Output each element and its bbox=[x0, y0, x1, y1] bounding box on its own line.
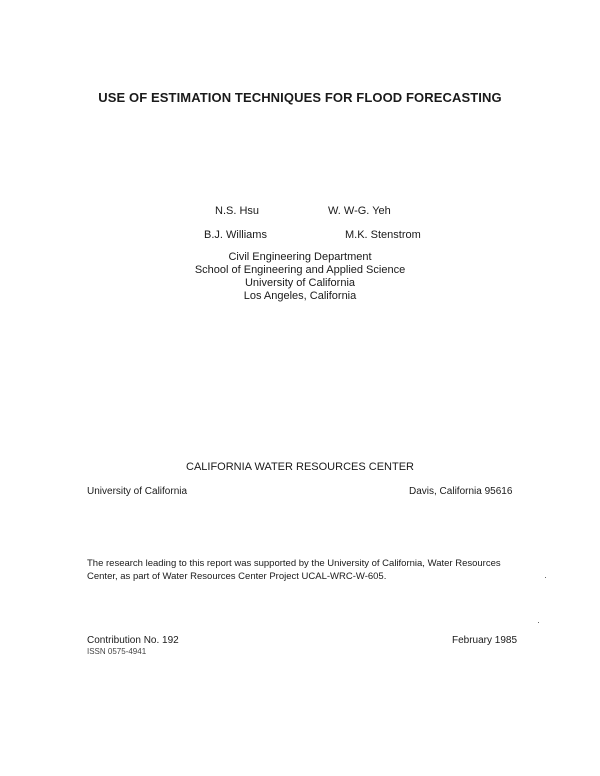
affiliation-university: University of California bbox=[244, 277, 356, 289]
center-university: University of California bbox=[87, 486, 188, 497]
author-stenstrom: M.K. Stenstrom bbox=[345, 229, 421, 241]
author-yeh: W. W-G. Yeh bbox=[328, 205, 391, 217]
affiliation-department: Civil Engineering Department bbox=[228, 251, 372, 263]
document-title: USE OF ESTIMATION TECHNIQUES FOR FLOOD FORECASTING bbox=[98, 90, 502, 105]
scan-speck bbox=[538, 622, 539, 623]
scan-speck bbox=[545, 577, 546, 578]
issn-number: ISSN 0575-4941 bbox=[87, 647, 147, 656]
author-williams: B.J. Williams bbox=[204, 229, 267, 241]
support-line-1: The research leading to this report was supported by the University of California, Water Resources bbox=[87, 558, 501, 569]
author-hsu: N.S. Hsu bbox=[215, 205, 260, 217]
affiliation-location: Los Angeles, California bbox=[243, 290, 357, 302]
publication-date: February 1985 bbox=[452, 635, 518, 646]
support-line-2: Center, as part of Water Resources Center Project UCAL-WRC-W-605. bbox=[87, 571, 387, 582]
contribution-number: Contribution No. 192 bbox=[87, 635, 179, 646]
center-name: CALIFORNIA WATER RESOURCES CENTER bbox=[186, 461, 414, 473]
center-address: Davis, California 95616 bbox=[409, 486, 513, 497]
affiliation-school: School of Engineering and Applied Science bbox=[194, 264, 406, 276]
support-statement bbox=[87, 557, 527, 583]
